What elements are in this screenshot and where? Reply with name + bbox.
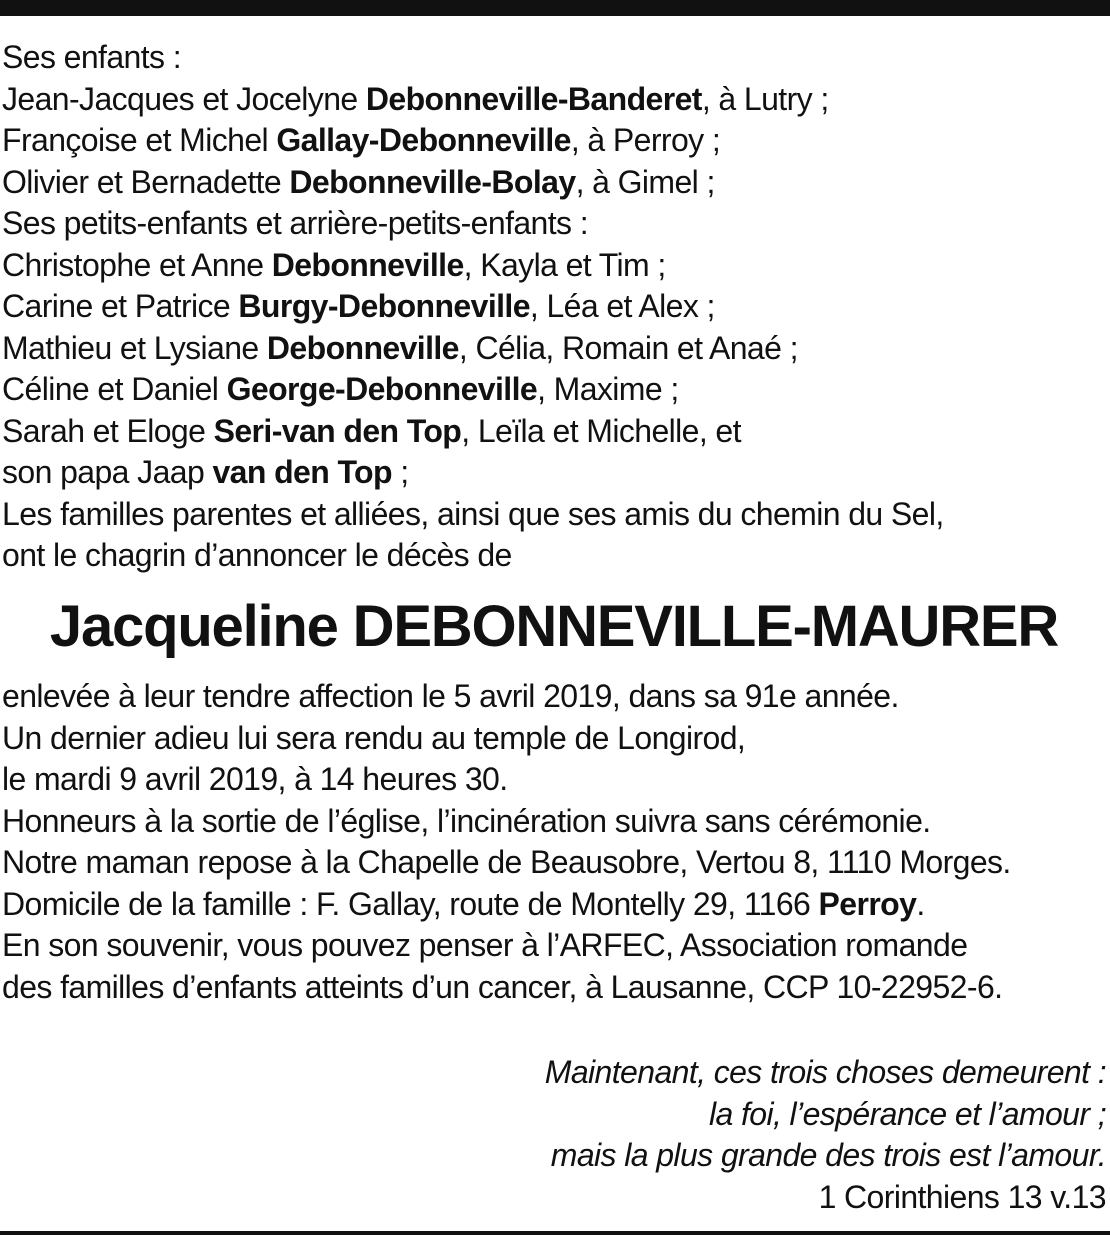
family-surname: van den Top	[212, 454, 392, 490]
family-heading-grandchildren: Ses petits-enfants et arrière-petits-enfants :	[2, 205, 589, 241]
family-line: Olivier et Bernadette Debonneville-Bolay, à Gimel ;	[2, 163, 715, 200]
family-list	[2, 37, 944, 577]
family-relatives-line: Les familles parentes et alliées, ainsi que ses amis du chemin du Sel,	[2, 495, 944, 532]
bottom-rule	[0, 1231, 1110, 1235]
family-surname: Gallay-Debonneville	[276, 122, 571, 158]
verse-line: Maintenant, ces trois choses demeurent :	[544, 1054, 1106, 1090]
family-address-line: Domicile de la famille : F. Gallay, route de Montelly 29, 1166 Perroy.	[2, 885, 925, 922]
verse-line: la foi, l’espérance et l’amour ;	[708, 1095, 1106, 1132]
family-line: son papa Jaap van den Top ;	[2, 454, 409, 490]
family-surname: George-Debonneville	[226, 371, 538, 407]
family-line: Mathieu et Lysiane Debonneville, Célia, Romain et Anaé ;	[2, 329, 798, 366]
family-heading-children: Ses enfants :	[2, 39, 181, 75]
family-surname: Seri-van den Top	[213, 412, 462, 449]
family-surname: Burgy-Debonneville	[238, 288, 530, 324]
top-rule	[0, 0, 1110, 16]
deceased-name: Jacqueline DEBONNEVILLE-MAURER	[49, 594, 1059, 659]
details-line: le mardi 9 avril 2019, à 14 heures 30.	[2, 761, 508, 797]
announcement-line: ont le chagrin d’annoncer le décès de	[2, 537, 512, 573]
family-line: Christophe et Anne Debonneville, Kayla et Tim ;	[2, 246, 666, 283]
family-surname: Debonneville	[266, 329, 459, 366]
verse-line: mais la plus grande des trois est l’amour.	[550, 1137, 1106, 1173]
funeral-details	[2, 676, 1011, 1008]
family-line: Sarah et Eloge Seri-van den Top, Leïla et Michelle, et	[2, 412, 741, 449]
family-surname: Debonneville-Banderet	[365, 80, 702, 117]
bible-verse	[545, 1052, 1106, 1218]
family-line: Céline et Daniel George-Debonneville, Maxime ;	[2, 371, 679, 407]
family-line: Jean-Jacques et Jocelyne Debonneville-Banderet, à Lutry ;	[2, 80, 829, 117]
details-line: Un dernier adieu lui sera rendu au temple de Longirod,	[2, 719, 746, 756]
family-surname: Debonneville	[271, 246, 464, 283]
details-line: enlevée à leur tendre affection le 5 avril 2019, dans sa 91e année.	[2, 678, 899, 714]
details-line: des familles d’enfants atteints d’un cancer, à Lausanne, CCP 10-22952-6.	[2, 968, 1003, 1005]
address-town: Perroy	[818, 885, 917, 922]
family-line: Carine et Patrice Burgy-Debonneville, Léa et Alex ;	[2, 288, 715, 324]
family-surname: Debonneville-Bolay	[289, 163, 576, 200]
details-line: Notre maman repose à la Chapelle de Beausobre, Vertou 8, 1110 Morges.	[2, 844, 1011, 880]
verse-reference: 1 Corinthiens 13 v.13	[818, 1178, 1106, 1215]
family-line: Françoise et Michel Gallay-Debonneville, à Perroy ;	[2, 122, 721, 158]
details-line: En son souvenir, vous pouvez penser à l’ARFEC, Association romande	[2, 927, 968, 963]
details-line: Honneurs à la sortie de l’église, l’incinération suivra sans cérémonie.	[2, 802, 931, 839]
